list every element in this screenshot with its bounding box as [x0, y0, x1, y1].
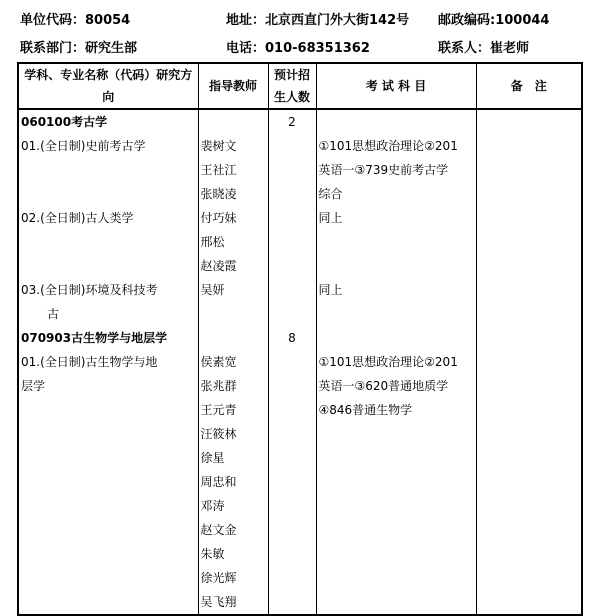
cell-count [268, 446, 316, 470]
cell-supervisor: 汪筱林 [198, 422, 268, 446]
table-row [18, 446, 582, 470]
cell-note [476, 398, 582, 422]
cell-supervisor: 赵凌霞 [198, 254, 268, 278]
postcode: 邮政编码:100044 [438, 13, 550, 28]
cell-count [268, 350, 316, 374]
cell-exam [316, 566, 476, 590]
table-row [18, 398, 582, 422]
col-header-note: 备 注 [476, 63, 582, 109]
cell-note [476, 470, 582, 494]
cell-exam: 英语一③739史前考古学 [316, 158, 476, 182]
table-row [18, 109, 582, 134]
cell-count: 2 [268, 109, 316, 134]
col-header-exam: 考 试 科 目 [316, 63, 476, 109]
table-row [18, 542, 582, 566]
cell-supervisor: 周忠和 [198, 470, 268, 494]
cell-count [268, 134, 316, 158]
cell-exam: ①101思想政治理论②201 [316, 350, 476, 374]
table-row [18, 590, 582, 615]
cell-supervisor: 邢松 [198, 230, 268, 254]
cell-exam: 英语一③620普通地质学 [316, 374, 476, 398]
cell-supervisor [198, 326, 268, 350]
cell-note [476, 158, 582, 182]
cell-count [268, 542, 316, 566]
table-row [18, 254, 582, 278]
admissions-table [17, 62, 583, 616]
cell-exam [316, 446, 476, 470]
cell-exam: 同上 [316, 278, 476, 302]
cell-supervisor [198, 302, 268, 326]
cell-name [18, 518, 198, 542]
cell-note [476, 206, 582, 230]
table-row [18, 422, 582, 446]
cell-exam [316, 326, 476, 350]
cell-note [476, 446, 582, 470]
cell-supervisor: 徐光辉 [198, 566, 268, 590]
cell-supervisor: 吴妍 [198, 278, 268, 302]
cell-name [18, 470, 198, 494]
cell-name [18, 182, 198, 206]
cell-name [18, 566, 198, 590]
cell-exam [316, 254, 476, 278]
cell-name: 01.(全日制)古生物学与地 [18, 350, 198, 374]
cell-name [18, 398, 198, 422]
table-row [18, 230, 582, 254]
table-row [18, 566, 582, 590]
cell-name [18, 158, 198, 182]
cell-exam [316, 230, 476, 254]
cell-supervisor: 张兆群 [198, 374, 268, 398]
col-header-supervisor: 指导教师 [198, 63, 268, 109]
cell-count [268, 182, 316, 206]
cell-count [268, 230, 316, 254]
cell-note [476, 374, 582, 398]
cell-name: 02.(全日制)古人类学 [18, 206, 198, 230]
cell-count: 8 [268, 326, 316, 350]
table-row [18, 518, 582, 542]
cell-supervisor: 吴飞翔 [198, 590, 268, 615]
cell-supervisor: 张晓凌 [198, 182, 268, 206]
cell-note [476, 590, 582, 615]
cell-exam [316, 302, 476, 326]
cell-supervisor: 赵文金 [198, 518, 268, 542]
cell-note [476, 422, 582, 446]
cell-supervisor [198, 109, 268, 134]
cell-count [268, 278, 316, 302]
cell-count [268, 422, 316, 446]
table-row [18, 374, 582, 398]
cell-count [268, 398, 316, 422]
cell-note [476, 278, 582, 302]
cell-exam [316, 109, 476, 134]
cell-note [476, 302, 582, 326]
cell-note [476, 494, 582, 518]
table-row [18, 470, 582, 494]
cell-count [268, 494, 316, 518]
cell-supervisor: 裴树文 [198, 134, 268, 158]
cell-note [476, 182, 582, 206]
cell-note [476, 350, 582, 374]
cell-supervisor: 王社江 [198, 158, 268, 182]
cell-note [476, 134, 582, 158]
cell-name: 060100考古学 [18, 109, 198, 134]
cell-note [476, 542, 582, 566]
cell-note [476, 230, 582, 254]
cell-exam [316, 518, 476, 542]
cell-exam [316, 422, 476, 446]
table-row [18, 134, 582, 158]
cell-exam: 综合 [316, 182, 476, 206]
table-row [18, 158, 582, 182]
cell-note [476, 326, 582, 350]
cell-name [18, 230, 198, 254]
cell-name [18, 494, 198, 518]
cell-exam: 同上 [316, 206, 476, 230]
cell-exam [316, 542, 476, 566]
cell-supervisor: 侯素宽 [198, 350, 268, 374]
cell-supervisor: 徐星 [198, 446, 268, 470]
cell-count [268, 566, 316, 590]
col-header-name: 学科、专业名称（代码）研究方向 [18, 63, 198, 109]
cell-name [18, 590, 198, 615]
cell-exam: ④846普通生物学 [316, 398, 476, 422]
phone: 电话：010-68351362 [226, 41, 370, 56]
cell-count [268, 518, 316, 542]
cell-count [268, 254, 316, 278]
cell-count [268, 470, 316, 494]
cell-supervisor: 朱敏 [198, 542, 268, 566]
cell-count [268, 302, 316, 326]
cell-name: 层学 [18, 374, 198, 398]
cell-count [268, 590, 316, 615]
cell-note [476, 109, 582, 134]
cell-supervisor: 王元青 [198, 398, 268, 422]
col-header-count: 预计招生人数 [268, 63, 316, 109]
cell-name [18, 422, 198, 446]
contact-person: 联系人：崔老师 [438, 41, 530, 56]
cell-name [18, 446, 198, 470]
cell-exam: ①101思想政治理论②201 [316, 134, 476, 158]
cell-exam [316, 494, 476, 518]
cell-supervisor: 邓涛 [198, 494, 268, 518]
cell-note [476, 518, 582, 542]
table-row [18, 206, 582, 230]
table-row [18, 326, 582, 350]
cell-count [268, 374, 316, 398]
cell-note [476, 566, 582, 590]
cell-name: 03.(全日制)环境及科技考 [18, 278, 198, 302]
table-row [18, 350, 582, 374]
table-header-row [18, 63, 582, 109]
table-row [18, 182, 582, 206]
cell-name: 01.(全日制)史前考古学 [18, 134, 198, 158]
table-row [18, 302, 582, 326]
cell-name: 古 [18, 302, 198, 326]
cell-name: 070903古生物学与地层学 [18, 326, 198, 350]
cell-note [476, 254, 582, 278]
contact-department: 联系部门：研究生部 [20, 41, 138, 56]
cell-name [18, 254, 198, 278]
cell-count [268, 206, 316, 230]
cell-exam [316, 470, 476, 494]
table-row [18, 494, 582, 518]
cell-supervisor: 付巧妹 [198, 206, 268, 230]
cell-name [18, 542, 198, 566]
cell-count [268, 158, 316, 182]
table-row [18, 278, 582, 302]
unit-code: 单位代码：80054 [20, 13, 131, 28]
cell-exam [316, 590, 476, 615]
address: 地址：北京西直门外大街142号 [226, 13, 410, 28]
